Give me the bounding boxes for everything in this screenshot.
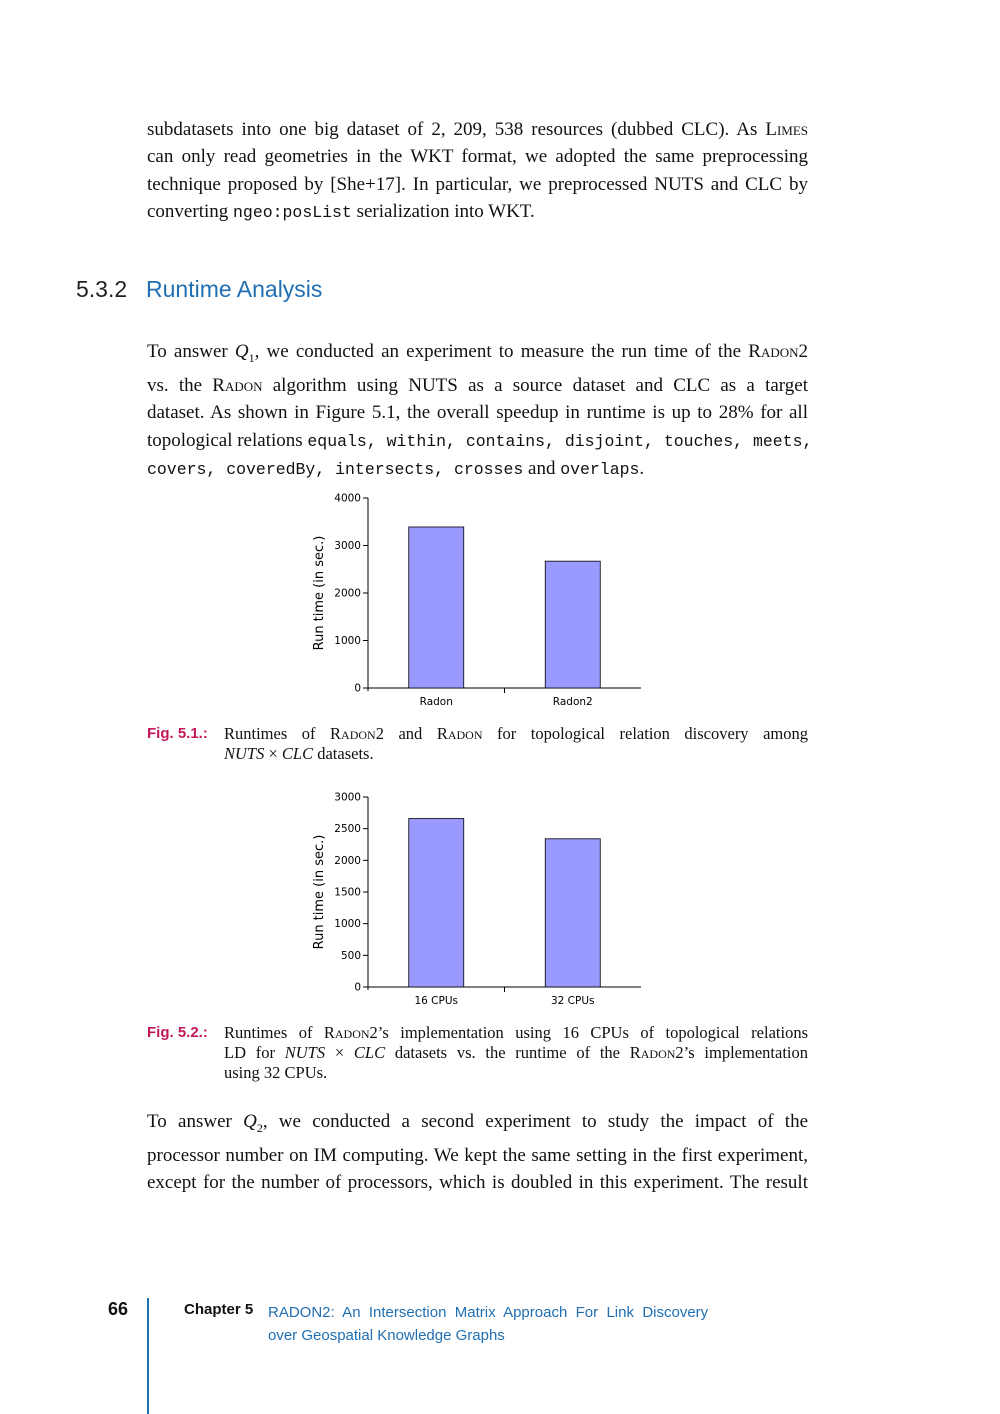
x-tick-label: 16 CPUs [414, 995, 459, 1007]
figure-label: Fig. 5.1.: [147, 725, 208, 742]
intro-line-4: converting ngeo:posList serialization into WKT. [147, 200, 535, 222]
y-axis-label: Run time (in sec.) [312, 535, 327, 651]
para1-line-4: topological relations equals, within, contains, disjoint, touches, meets, [147, 429, 813, 451]
figure-label: Fig. 5.2.: [147, 1024, 208, 1041]
page-number: 66 [108, 1299, 129, 1319]
footer-chapter-title [268, 1301, 708, 1347]
para2-line-1: To answer $Q_2$, we conducted a second experiment to study the impact of the [147, 1111, 809, 1135]
y-tick-label: 500 [340, 949, 361, 962]
chart-svg [300, 785, 660, 1013]
section-title: Runtime Analysis [146, 276, 323, 302]
section-heading [76, 276, 322, 303]
runtime-paragraph [147, 338, 813, 483]
y-tick-label: 0 [354, 682, 361, 695]
y-axis-label: Run time (in sec.) [312, 834, 327, 950]
y-tick-label: 2500 [334, 823, 361, 836]
y-tick-label: 2000 [334, 854, 361, 867]
cpu-paragraph [147, 1108, 808, 1197]
x-tick-label: 32 CPUs [550, 995, 595, 1007]
x-tick-label: Radon [419, 696, 453, 708]
caption-line: Runtimes of Radon2’s implementation using 16 CPUs of topological relations [224, 1023, 808, 1042]
figure-5-1-caption [147, 724, 808, 764]
figure-5-2-chart [300, 785, 660, 1013]
intro-line-2: can only read geometries in the WKT format, we adopted the same preprocessing [147, 146, 808, 168]
bar-radon2 [545, 561, 600, 688]
para1-line-5: covers, coveredBy, intersects, crosses and overlaps. [147, 457, 645, 479]
y-tick-label: 4000 [334, 492, 361, 505]
figure-5-2-caption [147, 1023, 808, 1083]
footer-chapter-label: Chapter 5 [184, 1301, 254, 1318]
section-number: 5.3.2 [76, 276, 128, 302]
bar-32-cpus [545, 839, 600, 987]
y-tick-label: 0 [354, 981, 361, 994]
y-tick-label: 1000 [334, 918, 361, 931]
para1-line-2: vs. the Radon algorithm using NUTS as a source dataset and CLC as a target [147, 375, 808, 397]
caption-line: using 32 CPUs. [224, 1063, 328, 1082]
y-tick-label: 2000 [334, 587, 361, 600]
bar-16-cpus [409, 819, 464, 987]
caption-line: NUTS × CLC datasets. [224, 744, 374, 763]
y-tick-label: 3000 [334, 540, 361, 552]
x-tick-label: Radon2 [552, 696, 593, 708]
intro-line-3: technique proposed by [She+17]. In particular, we preprocessed NUTS and CLC by [147, 173, 808, 195]
chart-svg [300, 486, 660, 714]
footer-divider [147, 1298, 149, 1414]
y-tick-label: 1000 [334, 635, 361, 647]
y-tick-label: 3000 [334, 791, 361, 804]
figure-5-1-chart [300, 486, 660, 714]
intro-paragraph [147, 116, 808, 226]
para1-line-3: dataset. As shown in Figure 5.1, the overall speedup in runtime is up to 28% for all [147, 402, 808, 424]
para1-line-1: To answer $Q_1$, we conducted an experiment to measure the run time of the Radon2 [147, 341, 809, 365]
intro-line-1: subdatasets into one big dataset of 2, 209, 538 resources (dubbed CLC). As Limes [147, 119, 809, 140]
footer-title-line: over Geospatial Knowledge Graphs [268, 1327, 505, 1344]
caption-line: Runtimes of Radon2 and Radon for topological relation discovery among [224, 724, 808, 743]
para2-line-2: processor number on IM computing. We kept the same setting in the first experiment, [147, 1145, 808, 1167]
bar-radon [409, 527, 464, 688]
para2-line-3: except for the number of processors, which is doubled in this experiment. The result [147, 1172, 808, 1194]
caption-line: LD for NUTS × CLC datasets vs. the runtime of the Radon2’s implementation [224, 1043, 808, 1062]
footer-title-line: RADON2: An Intersection Matrix Approach For Link Discovery [268, 1304, 709, 1321]
y-tick-label: 1500 [334, 886, 361, 899]
